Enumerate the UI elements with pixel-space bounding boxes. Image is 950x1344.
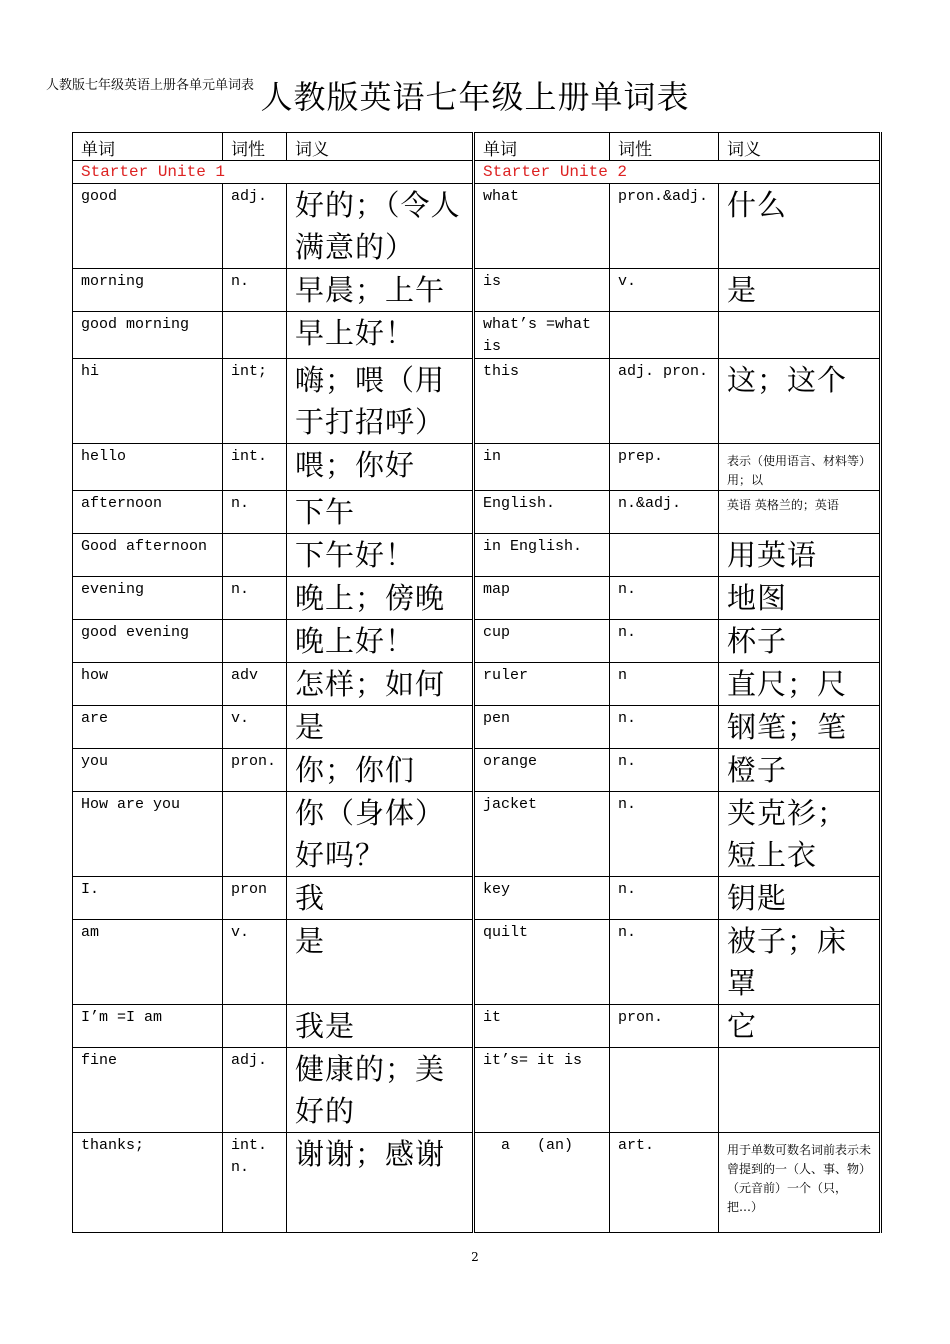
right-pos-cell: n. [610, 749, 719, 792]
left-word-cell: good morning [73, 312, 223, 359]
column-header-pos: 词性 [610, 133, 719, 161]
right-word-cell: key [474, 877, 610, 920]
column-header-word: 单词 [474, 133, 610, 161]
table-header-row [73, 133, 881, 161]
table-row [73, 312, 881, 359]
table-row [73, 359, 881, 444]
left-word-cell: hello [73, 444, 223, 491]
table-row [73, 184, 881, 269]
right-pos-cell [610, 312, 719, 359]
left-meaning-cell: 是 [287, 706, 474, 749]
column-header-word: 单词 [73, 133, 223, 161]
left-word-cell: evening [73, 577, 223, 620]
left-pos-cell: v. [223, 920, 287, 1005]
left-pos-cell: int. n. [223, 1133, 287, 1233]
left-pos-cell [223, 620, 287, 663]
right-word-cell: quilt [474, 920, 610, 1005]
right-word-cell: pen [474, 706, 610, 749]
right-pos-cell: prep. [610, 444, 719, 491]
table-row [73, 792, 881, 877]
left-meaning-cell: 嗨；喂（用于打招呼） [287, 359, 474, 444]
table-row [73, 706, 881, 749]
left-meaning-cell: 我 [287, 877, 474, 920]
table-row [73, 920, 881, 1005]
left-word-cell: thanks; [73, 1133, 223, 1233]
left-pos-cell: n. [223, 269, 287, 312]
left-pos-cell [223, 1005, 287, 1048]
right-pos-cell [610, 1048, 719, 1133]
right-word-cell: what [474, 184, 610, 269]
right-word-cell: map [474, 577, 610, 620]
left-word-cell: fine [73, 1048, 223, 1133]
right-word-cell: this [474, 359, 610, 444]
right-word-cell: cup [474, 620, 610, 663]
table-row [73, 444, 881, 491]
left-meaning-cell: 我是 [287, 1005, 474, 1048]
left-pos-cell: pron. [223, 749, 287, 792]
right-word-cell: a (an) [474, 1133, 610, 1233]
left-pos-cell [223, 534, 287, 577]
right-meaning-cell: 钥匙 [719, 877, 881, 920]
right-meaning-cell: 用于单数可数名词前表示未曾提到的一（人、事、物）（元音前）一个（只，把…） [719, 1133, 881, 1233]
right-pos-cell: n. [610, 706, 719, 749]
left-pos-cell: int; [223, 359, 287, 444]
left-meaning-cell: 晚上；傍晚 [287, 577, 474, 620]
left-meaning-cell: 喂；你好 [287, 444, 474, 491]
right-pos-cell [610, 534, 719, 577]
right-meaning-cell [719, 1048, 881, 1133]
left-meaning-cell: 晚上好！ [287, 620, 474, 663]
right-meaning-cell: 地图 [719, 577, 881, 620]
left-word-cell: am [73, 920, 223, 1005]
left-pos-cell: adj. [223, 184, 287, 269]
left-meaning-cell: 好的；（令人满意的） [287, 184, 474, 269]
right-meaning-cell: 橙子 [719, 749, 881, 792]
right-pos-cell: v. [610, 269, 719, 312]
right-pos-cell: n. [610, 577, 719, 620]
right-meaning-cell: 钢笔；笔 [719, 706, 881, 749]
right-meaning-cell [719, 312, 881, 359]
left-pos-cell: pron [223, 877, 287, 920]
right-word-cell: English. [474, 491, 610, 534]
right-meaning-cell: 什么 [719, 184, 881, 269]
table-row [73, 269, 881, 312]
right-pos-cell: art. [610, 1133, 719, 1233]
left-meaning-cell: 下午 [287, 491, 474, 534]
left-meaning-cell: 是 [287, 920, 474, 1005]
left-pos-cell [223, 792, 287, 877]
table-row [73, 577, 881, 620]
left-word-cell: Good afternoon [73, 534, 223, 577]
left-meaning-cell: 你（身体）好吗？ [287, 792, 474, 877]
right-meaning-cell: 杯子 [719, 620, 881, 663]
table-row [73, 1133, 881, 1233]
right-word-cell: is [474, 269, 610, 312]
left-meaning-cell: 健康的；美好的 [287, 1048, 474, 1133]
right-pos-cell: pron.&adj. [610, 184, 719, 269]
right-meaning-cell: 是 [719, 269, 881, 312]
left-word-cell: good [73, 184, 223, 269]
left-pos-cell: adj. [223, 1048, 287, 1133]
left-word-cell: I. [73, 877, 223, 920]
right-meaning-cell: 直尺；尺 [719, 663, 881, 706]
right-pos-cell: adj. pron. [610, 359, 719, 444]
right-meaning-cell: 用英语 [719, 534, 881, 577]
right-meaning-cell: 表示（使用语言、材料等）用；以 [719, 444, 881, 491]
unit-heading-row [73, 161, 881, 184]
page-number: 2 [471, 1250, 479, 1264]
header-note: 人教版七年级英语上册各单元单词表 [46, 78, 255, 93]
table-row [73, 1005, 881, 1048]
left-meaning-cell: 你；你们 [287, 749, 474, 792]
left-pos-cell: n. [223, 491, 287, 534]
column-header-pos: 词性 [223, 133, 287, 161]
table-row [73, 663, 881, 706]
right-pos-cell: n. [610, 877, 719, 920]
left-word-cell: how [73, 663, 223, 706]
unit-heading-right: Starter Unite 2 [474, 161, 881, 184]
left-pos-cell: adv [223, 663, 287, 706]
right-meaning-cell: 英语 英格兰的；英语 [719, 491, 881, 534]
table-row [73, 534, 881, 577]
right-pos-cell: pron. [610, 1005, 719, 1048]
left-word-cell: How are you [73, 792, 223, 877]
vocab-table [72, 132, 882, 1233]
right-meaning-cell: 这；这个 [719, 359, 881, 444]
right-word-cell: it’s= it is [474, 1048, 610, 1133]
left-word-cell: I’m =I am [73, 1005, 223, 1048]
table-row [73, 620, 881, 663]
table-row [73, 877, 881, 920]
right-pos-cell: n. [610, 792, 719, 877]
right-pos-cell: n [610, 663, 719, 706]
column-header-meaning: 词义 [287, 133, 474, 161]
right-word-cell: jacket [474, 792, 610, 877]
left-word-cell: hi [73, 359, 223, 444]
table-row [73, 491, 881, 534]
right-word-cell: what’s =what is [474, 312, 610, 359]
left-pos-cell: int. [223, 444, 287, 491]
right-pos-cell: n. [610, 620, 719, 663]
left-meaning-cell: 早晨；上午 [287, 269, 474, 312]
right-pos-cell: n.&adj. [610, 491, 719, 534]
right-pos-cell: n. [610, 920, 719, 1005]
left-meaning-cell: 谢谢；感谢 [287, 1133, 474, 1233]
right-meaning-cell: 它 [719, 1005, 881, 1048]
left-meaning-cell: 早上好！ [287, 312, 474, 359]
column-header-meaning: 词义 [719, 133, 881, 161]
left-pos-cell: v. [223, 706, 287, 749]
right-word-cell: in English. [474, 534, 610, 577]
right-meaning-cell: 被子；床罩 [719, 920, 881, 1005]
left-meaning-cell: 下午好！ [287, 534, 474, 577]
page-title: 人教版英语七年级上册单词表 [260, 78, 690, 116]
table-row [73, 749, 881, 792]
right-word-cell: orange [474, 749, 610, 792]
unit-heading-left: Starter Unite 1 [73, 161, 474, 184]
left-word-cell: morning [73, 269, 223, 312]
table-row [73, 1048, 881, 1133]
left-meaning-cell: 怎样；如何 [287, 663, 474, 706]
left-word-cell: you [73, 749, 223, 792]
right-meaning-cell: 夹克衫；短上衣 [719, 792, 881, 877]
left-pos-cell: n. [223, 577, 287, 620]
right-word-cell: it [474, 1005, 610, 1048]
left-word-cell: afternoon [73, 491, 223, 534]
right-word-cell: ruler [474, 663, 610, 706]
left-word-cell: are [73, 706, 223, 749]
left-word-cell: good evening [73, 620, 223, 663]
left-pos-cell [223, 312, 287, 359]
right-word-cell: in [474, 444, 610, 491]
